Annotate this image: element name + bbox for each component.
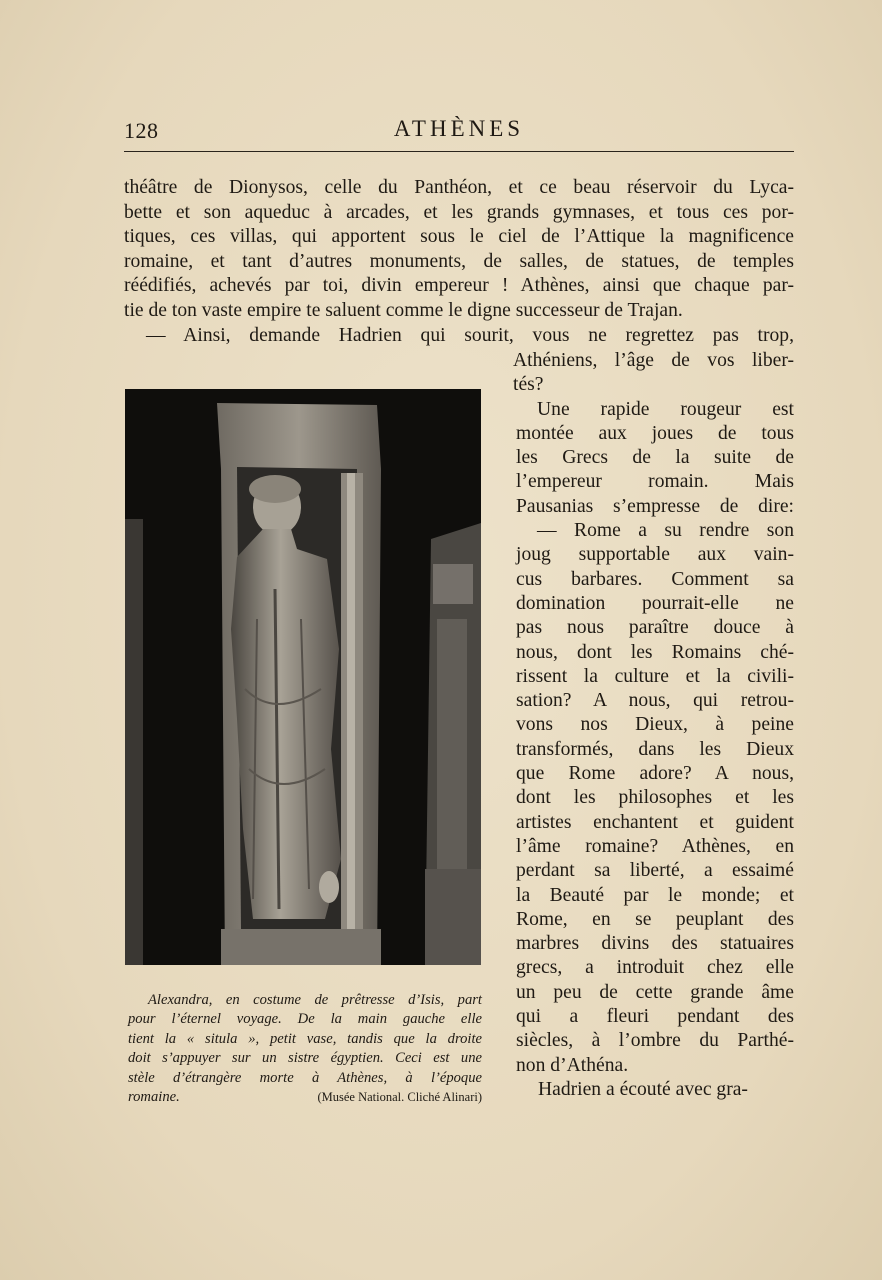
stele-photograph: [125, 389, 481, 965]
text-line: montée aux joues de tous: [516, 422, 794, 444]
text-line: grecs, a introduit chez elle: [516, 957, 794, 979]
page-header: [124, 116, 794, 152]
caption-line: tient la « situla », petit vase, tandis que la droite: [128, 1030, 482, 1047]
figure-caption: [128, 991, 482, 1107]
text-line: qui a fleuri pendant des: [516, 1006, 794, 1028]
text-line: perdant sa liberté, a essaimé: [516, 860, 794, 882]
text-line: tés?: [513, 374, 544, 396]
text-line: tie de ton vaste empire te saluent comme le digne successeur de Trajan.: [124, 299, 683, 321]
text-line: un peu de cette grande âme: [516, 981, 794, 1003]
text-line: artistes enchantent et guident: [516, 811, 794, 833]
text-line: transformés, dans les Dieux: [516, 738, 794, 760]
body-text-full-width: [124, 176, 794, 348]
stele-illustration: [125, 389, 481, 965]
text-line: domination pourrait-elle ne: [516, 592, 794, 614]
running-title: ATHÈNES: [393, 116, 525, 141]
photo-credit: (Musée National. Cliché Alinari): [317, 1089, 482, 1104]
text-line: rissent la culture et la civili-: [516, 665, 794, 687]
page-number: 128: [124, 118, 159, 143]
text-line: Une rapide rougeur est: [537, 398, 794, 420]
caption-line: Alexandra, en costume de prêtresse d’Isis, part: [148, 992, 482, 1008]
text-line: joug supportable aux vain-: [516, 544, 794, 566]
text-line: Athéniens, l’âge de vos liber-: [513, 350, 794, 371]
text-line: pas nous paraître douce à: [516, 617, 794, 639]
body-text-column: [513, 349, 794, 1102]
text-line: cus barbares. Comment sa: [516, 568, 794, 590]
text-line: les Grecs de la suite de: [516, 447, 794, 469]
text-line: que Rome adore? A nous,: [516, 763, 794, 785]
text-line: vons nos Dieux, à peine: [516, 714, 794, 736]
text-line: sation? A nous, qui retrou-: [516, 690, 794, 712]
header-rule: [124, 151, 794, 152]
text-line: Hadrien a écouté avec gra-: [538, 1078, 748, 1100]
text-line: théâtre de Dionysos, celle du Panthéon, et ce beau réservoir du Lyca-: [124, 177, 794, 198]
text-line: siècles, à l’ombre du Parthé-: [516, 1030, 794, 1052]
caption-line: romaine.: [128, 1088, 180, 1105]
text-line: marbres divins des statuaires: [516, 933, 794, 955]
text-line: l’âme romaine? Athènes, en: [516, 835, 794, 857]
text-line: réédifiés, achevés par toi, divin empereur ! Athènes, ainsi que chaque par-: [124, 275, 794, 297]
caption-line: stèle d’étrangère morte à Athènes, à l’époque: [128, 1069, 482, 1086]
text-line: l’empereur romain. Mais: [516, 471, 794, 493]
text-line: la Beauté par le monde; et: [516, 884, 794, 906]
text-line: — Rome a su rendre son: [537, 520, 794, 542]
text-line: non d’Athéna.: [516, 1054, 629, 1076]
caption-line: doit s’appuyer sur un sistre égyptien. Ceci est une: [128, 1050, 482, 1067]
text-line: dont les philosophes et les: [516, 787, 794, 809]
text-line: Pausanias s’empresse de dire:: [516, 495, 794, 517]
text-line: romaine, et tant d’autres monuments, de salles, de statues, de temples: [124, 250, 794, 272]
text-line: Rome, en se peuplant des: [516, 908, 794, 930]
text-line: tiques, ces villas, qui apportent sous le ciel de l’Attique la magnificence: [124, 226, 794, 248]
caption-last-row: [128, 1088, 482, 1107]
caption-line: pour l’éternel voyage. De la main gauche elle: [128, 1011, 482, 1028]
text-line: bette et son aqueduc à arcades, et les grands gymnases, et tous ces por-: [124, 201, 794, 223]
text-line: — Ainsi, demande Hadrien qui sourit, vous ne regrettez pas trop,: [146, 324, 794, 346]
text-line: nous, dont les Romains ché-: [516, 641, 794, 663]
